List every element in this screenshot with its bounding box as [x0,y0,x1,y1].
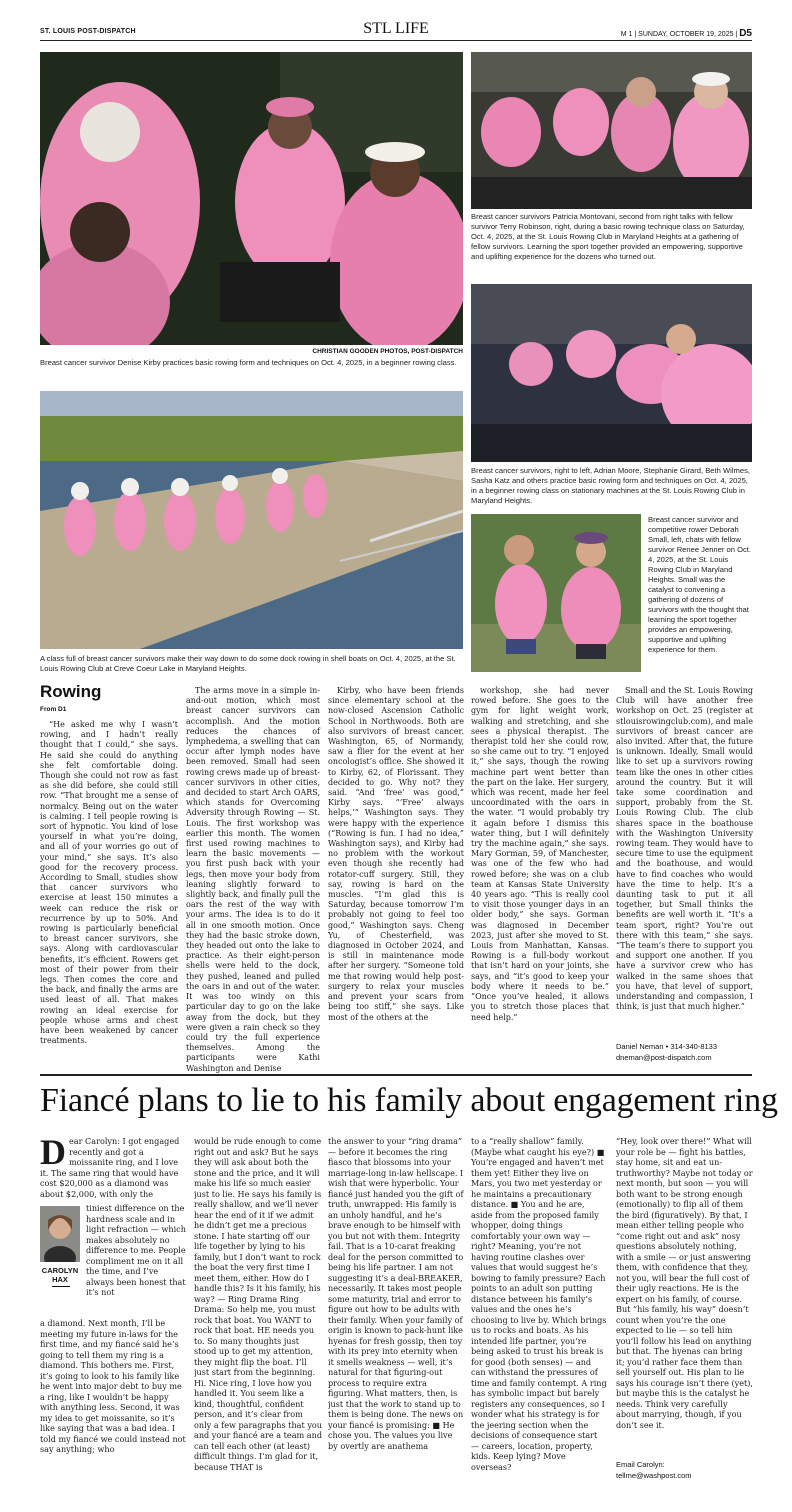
section-rule [40,1074,752,1076]
caption-machines: Breast cancer survivors, right to left, Adrian Moore, Stephanie Girard, Beth Wilmes, Sasha Katz and others practice basic rowing form and techniques on Oct. 4, 2025, in a beginner rowing class on stationary machines at the St. Louis Rowing Club in Maryland Heights. [471,466,750,505]
article-col-3 [328,686,464,1062]
caption-small-jenner: Breast cancer survivor and competitive rower Deborah Small, left, chats with fellow survivor Renee Jenner on Oct. 4, 2025, at the St. Louis Rowing Club in Maryland Heights. Small was the catalyst to convening a gathering of dozens of survivors with the thought that learning the sport together provides an empowering, supportive and uplifting experience for them. [648,515,751,654]
advice-col-3 [328,1136,464,1482]
article-kicker: Rowing [40,682,102,701]
advice-text: “Hey, look over there!” What will your role be — fight his battles, stay home, sit and eat un-truthworthy? Maybe not today or next month, but soon — you will both want to be strong enough (emotionally) to flip all of them the bird (figuratively). By that, I mean either telling people who “come right out and ask” nosy questions absolutely nothing, with a smile — or just answering them, with confidence that they, not you, will bear the full cost of their ugly reactions. He is the expert on his family, of course. But “his family, his way” doesn’t count when you’re the one expected to lie — so tell him you’ll follow his lead on anything but that. The hyenas can bring it; you’d rather face them than sell yourself out. His plan to lie says his courage isn’t there (yet), but maybe this is the catalyst he needs. Think very carefully about marrying, though, if you don’t see it. [616,1136,753,1430]
byline: Daniel Neman • 314-340-8133 [616,1042,718,1051]
advice-text: the answer to your “ring drama” — before it becomes the ring fiasco that blossoms into your marriage-long in-law hellscape. I wish that were hyperbolic. Your fiancé just handed you the gift of truth, unwrapped: His family is an unholy handful, and he’s brave enough to be himself with you but not with them. Integrity fail. That is a 10-carat freaking deal for the person committed to being his life partner. I am not suggesting it’s a deal-BREAKER, necessarily. It takes most people some maturity, trial and error to figure out how to be adults with their family. When your family of origin is known to pack-hunt like hyenas for fresh gossip, then toy with its prey into eternity when it smells weakness — well, it’s natural for that figuring-out process to require extra figuring. What matters, then, is just that the work to stand up to them is being done. The news on your fiancé is promising: ■ He chose you. The values you live by overtly are anathema [328,1136,464,1451]
advice-col-4 [471,1136,607,1482]
article-col-1 [40,720,178,1062]
paper-name: ST. LOUIS POST-DISPATCH [40,28,136,35]
article-col-5 [616,686,753,1030]
article-col-2 [186,686,320,1073]
byline-email[interactable]: dneman@post-dispatch.com [616,1053,712,1062]
photo-dock [40,391,463,649]
advice-col-1-rest [40,1318,188,1455]
article-text: The arms move in a simple in-and-out motion, which most breast cancer survivors can accomplish. And the motion reduces the chances of lymphedema, a swelling that can occur after lymph nodes have been removed. Small had seen rowing crews made up of breast-cancer survivors in other cities, and decided to start Arch OARS, which stands for Overcoming Adversity through Rowing — St. Louis. The first workshop was earlier this month. The women first used rowing machines to learn the basic movements — you first push back with your legs, then move your body from leaning slightly forward to slightly back, and finally pull the oars the rest of the way with your arms. The idea is to do it all in one smooth motion. Once they had the basic stroke down, they headed out onto the lake to practice. As their eight-person shells were held to the dock, they pushed, leaned and pulled the oars in and out of the water. It was too windy on this particular day to go on the lake away from the dock, but they were given a rain check so they could try the full experience themselves. Among the participants were Kathi Washington and Denise [186,686,320,1073]
advice-text: would be rude enough to come right out and ask? But he says they will ask about both the stone and the price, and it will make his life so much easier just to lie. He says his family is really shallow, and we’ll never hear the end of it if we admit he didn’t get me a precious stone. I hate starting off our life together by lying to his family, but I don’t want to rock the boat the very first time I meet them, either. How do I handle this? Is it his family, his way? — Ring Drama Ring Drama: So help me, you must rock that boat. You WANT to rock that boat. HE needs you to. So many thoughts just stood up to get my attention, they might flip the boat. I’ll just start from the beginning. Hi. Nice ring, I love how you handled it. You seem like a kind, thoughtful, confident person, and it’s clear from only a few paragraphs that you and your fiancé are a team and can tell each other (at least) difficult things. I’m glad for it, because THAT is [194,1136,322,1472]
page-info [621,28,752,39]
advice-text: a diamond. Next month, I’ll be meeting my future in-laws for the first time, and my fiancé said he’s going to tell them my ring is a diamond. This bothers me. First, it’s going to look to his family like he went into major debt to buy me a ring, like I wouldn’t be happy with anything less. Second, it was my idea to get moissanite, so it’s like saying that was a bad idea. I told my fiancé we could instead not say anything; who [40,1318,186,1454]
caption-kirby: Breast cancer survivor Denise Kirby practices basic rowing form and techniques on Oct. 4, 2025, in a beginner rowing class. [40,358,457,367]
advice-text: tiniest difference on the hardness scale and in light refraction — which makes absolutely no difference to me. People compliment me on it all the time, and I’ve always been honest that it’s not [86,1203,186,1297]
article-col-4 [471,686,609,1062]
photo-kirby [40,52,463,345]
advice-col-1 [40,1132,188,1199]
drop-cap: D [40,1132,66,1172]
article-text: workshop, she had never rowed before. She goes to the gym for light weight work, walking and stretching, and she sees a physical therapist. The therapist told her she could row, so she came out to try. “I enjoyed it,” she says, though the rowing machine part went better than the part on the lake. Her surgery, which was recent, made her feel uncoordinated with the oars in the water. “I would probably try it again before I dismiss this water thing, but I will definitely try the machine again,” she says. Mary Gorman, 59, of Manchester, was one of the few who had rowed before; she was on a club team at Kansas State University 40 years ago. “This is really cool to visit those younger days in an older body,” she says. Gorman was diagnosed in December 2023, just after she moved to St. Louis from Manhattan, Kansas. Rowing is a full-body workout that isn’t hard on your joints, she says, and “it’s good to keep your body where it needs to be.” “Once you’ve healed, it allows you to stretch those places that need help.” [471,686,609,1022]
photo-machines [471,284,752,462]
caption-dock: A class full of breast cancer survivors make their way down to do some dock rowing in shell boats on Oct. 4, 2025, at the St. Louis Rowing Club at Creve Coeur Lake in Maryland Heights. [40,654,456,673]
article-text: Kirby, who have been friends since elementary school at the now-closed Ascension Catholic School in Northwoods. Both are also survivors of breast cancer. Washington, 65, of Normandy, saw a flier for the event at her oncologist’s office. She showed it to Kirby, 62, of Florissant. They decided to go. Why not? they said. “And ‘free’ was good,” Kirby says. “‘Free’ always helps,’” Washington says. They were happy with the experience (“Rowing is fun. I had no idea,” Washington says), and Kirby had no problem with the workout even though she recently had rotator-cuff surgery. Still, they say, rowing is hard on the muscles. “I’m glad this is Saturday, because tomorrow I’m probably not going to feel too good,” Washington says. Cheng Yu, of Chesterfield, was diagnosed in October 2024, and is still in maintenance mode after her surgery. “Someone told me that rowing would help post-surgery to relax your muscles and prevent your scars from being too stiff,” she says. Like most of the others at the [328,686,464,1022]
author-photo [40,1206,80,1262]
author-name [40,1266,80,1284]
article-text: Small and the St. Louis Rowing Club will have another free workshop on Oct. 25 (register at stlouisrowingclub.com), and male survivors of breast cancer are also invited. After that, the future is unknown. Ideally, Small would like to set up a survivors rowing team like the ones in other cities around the country. But it will take some coordination and support, probably from the St. Louis Rowing Club. The club shares space in the boathouse with the Washington University rowing team. They would have to secure time to use the equipment and the boathouse, and would have to find coaches who would have the time to help. It’s a daunting task to put it all together, but Small thinks the benefits are well worth it. “It’s a team sport, right? You’re out there with this team,” she says. “The team’s there to support you and support one another. If you have a survivor crew who has walked in the same shoes that you have, that level of support, understanding and compassion, I think, is just that much higher.” [616,686,754,1012]
date-line: M 1 | SUNDAY, OCTOBER 19, 2025 | [620,31,738,38]
header-rule [40,40,752,41]
advice-email-label: Email Carolyn: [616,1460,665,1469]
author-rule [52,1286,70,1287]
advice-letter-start: ear Carolyn: I got engaged recently and got a moissanite ring, and I love it. The same ring that would have cost $20,000 as a diamond was about $2,000, with only the [40,1136,180,1199]
author-first: CAROLYN [41,1266,79,1275]
photo-credit: CHRISTIAN GOODEN PHOTOS, POST-DISPATCH [312,348,463,355]
advice-email[interactable]: tellme@washpost.com [616,1471,692,1480]
author-last: HAX [52,1275,68,1284]
photo-montovani [471,52,752,209]
article-text: “He asked me why I wasn’t rowing, and I hadn’t really thought that I could,” she says. He said she could do anything she felt comfortable doing. Though she could not row as fast as she did before, she could still row. “That brought me a sense of normalcy. Being out on the water is calming. I tell people rowing is sort of hypnotic. You kind of lose yourself in what you’re doing, and all of your worries go out of your mind,” she says. It’s also good for the recovery process. According to Small, studies show that cancer survivors who exercise at least 150 minutes a week can reduce the risk or recurrence by up to 50%. And rowing is particularly beneficial to breast cancer survivors, she says. Along with cardiovascular benefits, it’s efficient. Rowers get most of their power from their legs. Then comes the core and the back, and finally the arms are used least of all. That makes rowing an ideal exercise for people whose arms and chest have been weakened by cancer treatments. [40,720,178,1046]
caption-montovani: Breast cancer survivors Patricia Montovani, second from right talks with fellow survivor Terry Robinson, right, during a basic rowing technique class on Saturday, Oct. 4, 2025, at the St. Louis Rowing Club in Maryland Heights at a gathering of fellow survivors. Learning the sport together provided an empowering, supportive and uplifting experience for the dozens who turned out. [471,212,745,261]
advice-text: to a “really shallow” family. (Maybe what caught his eye?) ■ You’re engaged and haven’t met them yet! Either they live on Mars, you two met yesterday or he maintains a precautionary distance. ■ You and he are, aside from the proposed family whopper, doing things comfortably your own way — right? Meaning, you’re not having routine clashes over values that would suggest he’s bowing to family pressure? Each points to an adult son putting distance between his family’s values and the ones he’s choosing to live by. Which brings us to rocks and boats. As his intended life partner, you’re being asked to trust his break is for good (both senses) — and can withstand the pressures of time and family contempt. A ring has symbolic impact but barely registers any consequences, so I wonder what his strategy is for the jeering section when the decisions of consequence start — careers, location, property, kids. Keep lying? Move overseas? [471,1136,607,1472]
photo-small-jenner [471,514,641,672]
advice-col-1-wrap [86,1203,188,1298]
section-title: STL LIFE [363,20,429,37]
article-jump: From D1 [40,706,67,713]
advice-col-2 [194,1136,322,1482]
page-number: D5 [739,28,752,39]
advice-col-5 [616,1136,753,1454]
advice-headline: Fiancé plans to lie to his family about engagement ring [40,1082,778,1119]
